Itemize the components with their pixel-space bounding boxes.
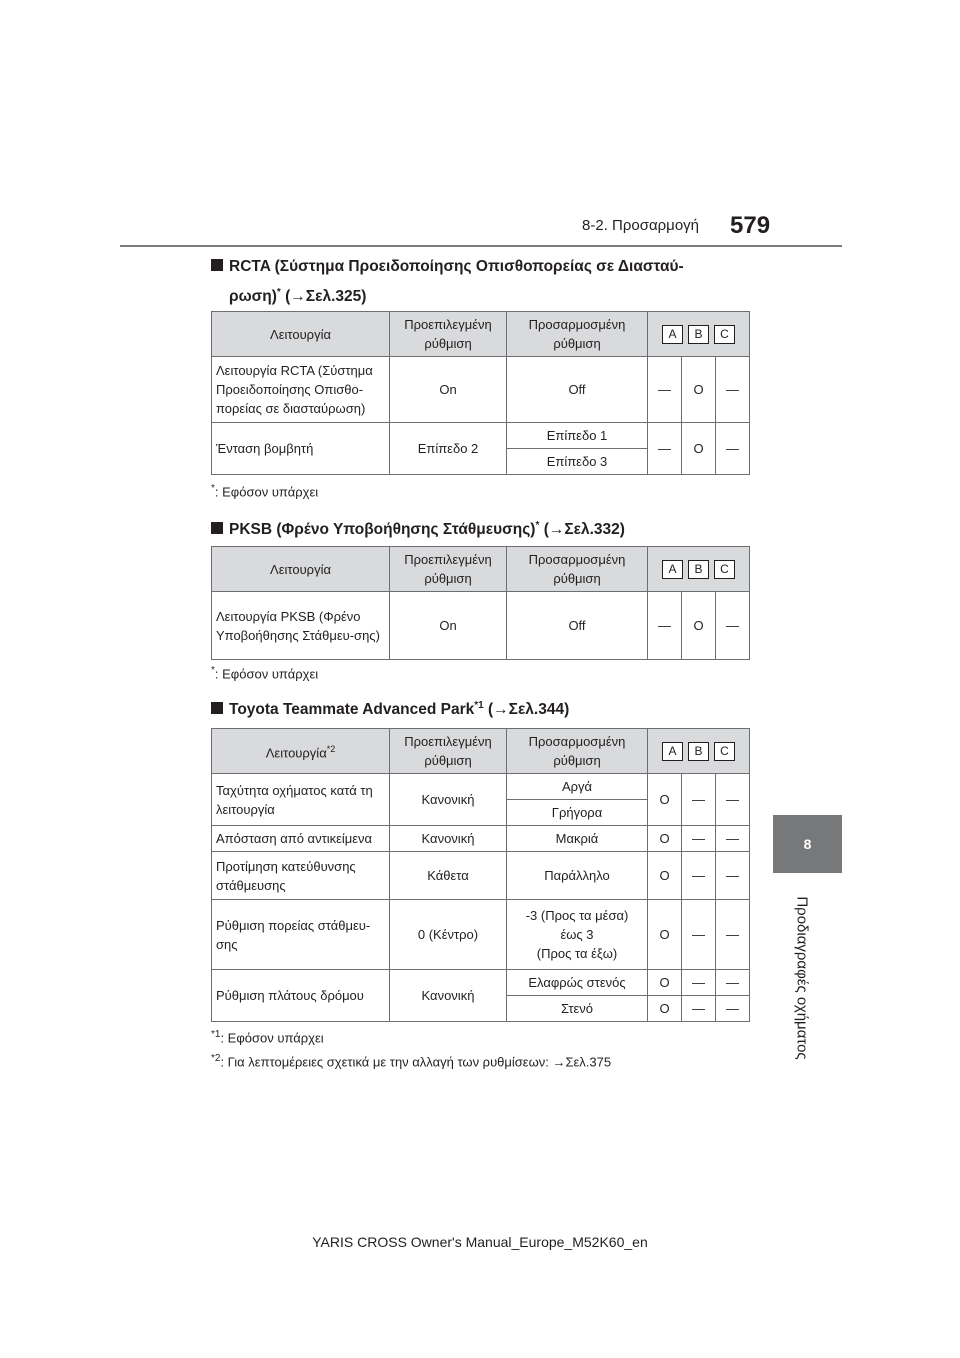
- section-title: 8-2. Προσαρμογή: [582, 217, 700, 234]
- rcta-heading: RCTA (Σύστημα Προειδοποίησης Οπισθοπορείας σε Διασταύ- ρωση)* (→Σελ.325): [211, 254, 684, 310]
- col-header-abc: A B C: [648, 729, 750, 774]
- pksb-footnote: *: Εφόσον υπάρχει: [211, 665, 319, 682]
- tta-footnote-1: $^{*1}$: Εφόσον υπάρχει: [211, 1029, 324, 1046]
- col-header-function: Λειτουργία: [212, 547, 390, 592]
- table-row: Λειτουργία RCTA (Σύστημα Προειδοποίησης Οπισθο-πορείας σε διασταύρωση) On Off — O —: [212, 357, 750, 423]
- bullet-square-icon: [211, 522, 223, 534]
- col-header-default: Προεπιλεγμένη ρύθμιση: [390, 729, 507, 774]
- col-header-abc: A B C: [648, 312, 750, 357]
- page-number: 579: [730, 212, 771, 239]
- bullet-square-icon: [211, 702, 223, 714]
- col-header-function: Λειτουργία$^{*2}$: [212, 729, 390, 774]
- pksb-heading: PKSB (Φρένο Υποβοήθησης Στάθμευσης)* (→Σελ.332): [211, 513, 625, 543]
- table-row: Επίπεδο 3: [212, 449, 750, 475]
- table-row: Στενό O — —: [212, 996, 750, 1022]
- table-row: Προτίμηση κατεύθυνσης στάθμευσης Κάθετα Παράλληλο O — —: [212, 852, 750, 900]
- table-row: Ρύθμιση πορείας στάθμευ-σης 0 (Κέντρο) -3 (Προς τα μέσα) έως 3 (Προς τα έξω) O — —: [212, 900, 750, 970]
- col-header-default: Προεπιλεγμένη ρύθμιση: [390, 547, 507, 592]
- chapter-tab-label: [782, 883, 822, 1073]
- table-row: Ένταση βομβητή Επίπεδο 2 Επίπεδο 1 — O —: [212, 423, 750, 449]
- chapter-tab: 8: [773, 815, 842, 873]
- col-header-custom: Προσαρμοσμένη ρύθμιση: [507, 547, 648, 592]
- table-row: Απόσταση από αντικείμενα Κανονική Μακριά O — —: [212, 826, 750, 852]
- col-header-custom: Προσαρμοσμένη ρύθμιση: [507, 312, 648, 357]
- col-header-default: Προεπιλεγμένη ρύθμιση: [390, 312, 507, 357]
- table-row: Γρήγορα: [212, 800, 750, 826]
- page-footer: YARIS CROSS Owner's Manual_Europe_M52K60_en: [312, 1234, 648, 1250]
- chapter-tab-text: Προδιαγραφές οχήματος: [793, 896, 811, 1060]
- tta-footnote-2: $^{*2}$: Για λεπτομέρειες σχετικά με την αλλαγή των ρυθμίσεων: →Σελ.375: [211, 1053, 612, 1070]
- col-header-abc: A B C: [648, 547, 750, 592]
- col-header-function: Λειτουργία: [212, 312, 390, 357]
- tta-heading: Toyota Teammate Advanced Park$^{*1}$ (→Σελ.344): [211, 693, 569, 723]
- table-row: Ρύθμιση πλάτους δρόμου Κανονική Ελαφρώς στενός O — —: [212, 970, 750, 996]
- rcta-footnote: *: Εφόσον υπάρχει: [211, 483, 319, 500]
- table-row: Ταχύτητα οχήματος κατά τη λειτουργία Κανονική Αργά O — —: [212, 774, 750, 800]
- rcta-table: [211, 311, 750, 475]
- header-divider: [120, 245, 842, 247]
- table-row: Λειτουργία PKSB (Φρένο Υποβοήθησης Στάθμευ-σης) On Off — O —: [212, 592, 750, 660]
- bullet-square-icon: [211, 259, 223, 271]
- pksb-table: [211, 546, 750, 660]
- tta-table: [211, 728, 750, 1022]
- col-header-custom: Προσαρμοσμένη ρύθμιση: [507, 729, 648, 774]
